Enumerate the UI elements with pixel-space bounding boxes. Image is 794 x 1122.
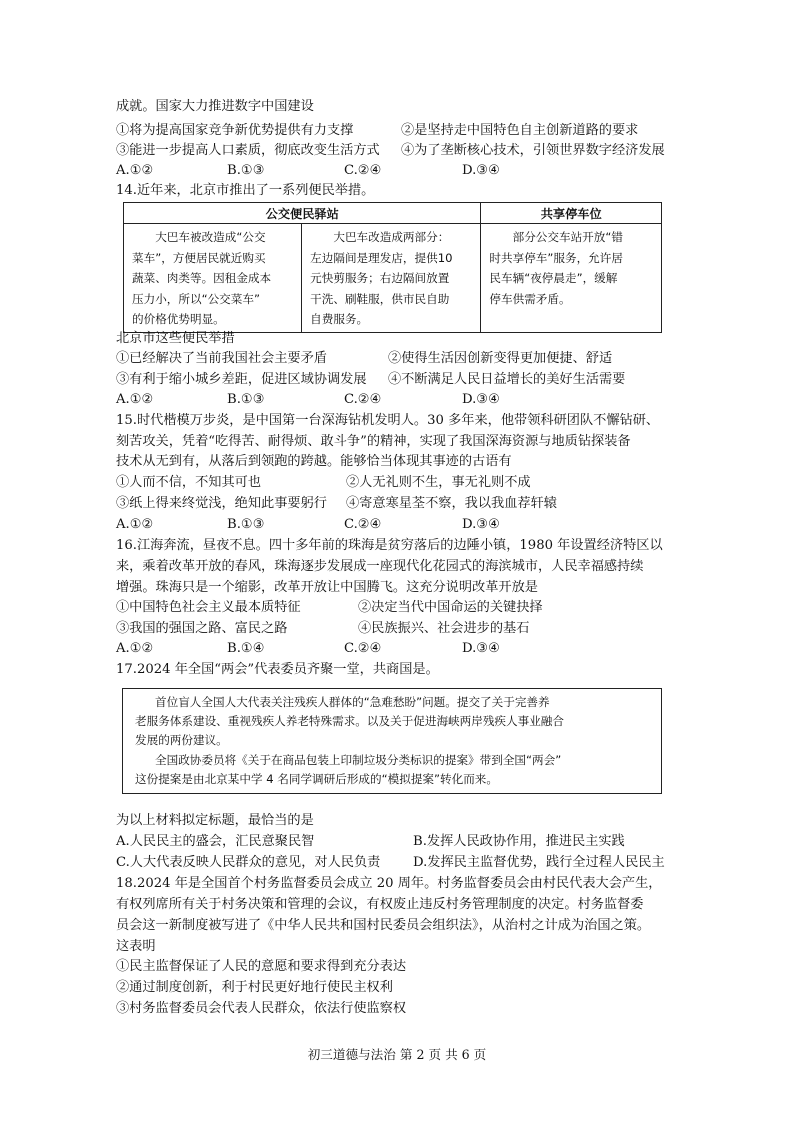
q15-option-4: ④寄意寒星荃不察，我以我血荐轩辕 (346, 496, 557, 511)
q18-line-1: 18.2024 年是全国首个村务监督委员会成立 20 周年。村务监督委员会由村民代表大会产生， (116, 876, 662, 891)
q13-choice-d: D.③④ (462, 163, 500, 178)
q17-box-line-2: 老服务体系建设、重视残疾人养老特殊需求。以及关于促进海峡两岸残疾人事业融合 (135, 714, 564, 728)
q13-option-1: ①将为提高国家竞争新优势提供有力支撑 (116, 123, 354, 138)
q17-box-line-1: 首位盲人全国人大代表关注残疾人群体的“急难愁盼”问题。提交了关于完善养 (155, 695, 550, 709)
q17-question: 为以上材料拟定标题，最恰当的是 (116, 813, 314, 828)
table-header-bus-station: 公交便民驿站 (124, 203, 481, 224)
q15-choice-c: C.②④ (344, 517, 382, 532)
q18-option-3: ③村务监督委员会代表人民群众，依法行使监察权 (116, 1001, 407, 1016)
q14-table (123, 202, 662, 333)
table-cell-bus-barber: 大巴车改造成两部分： 左边隔间是理发店，提供10 元快剪服务；右边隔间放置 干洗、刷鞋服，供市民自助 自费服务。 (302, 224, 481, 333)
q18-line-3: 员会这一新制度被写进了《中华人民共和国村民委员会组织法》，从治村之计成为治国之策。 (116, 918, 651, 933)
q14-choice-b: B.①③ (227, 392, 265, 407)
q17-choice-d: D.发挥民主监督优势，践行全过程人民民主 (413, 855, 665, 870)
q14-question: 北京市这些便民举措 (116, 331, 235, 346)
q17-choice-b: B.发挥人民政协作用，推进民主实践 (413, 834, 625, 849)
q15-choice-a: A.①② (116, 517, 154, 532)
q16-choice-c: C.②④ (344, 641, 382, 656)
q15-line-3: 技术从无到有，从落后到领跑的跨越。能够恰当体现其事迹的古语有 (116, 454, 512, 469)
q15-choice-b: B.①③ (227, 517, 265, 532)
q18-line-4: 这表明 (116, 939, 156, 954)
q16-line-3: 增强。珠海只是一个缩影，改革开放让中国腾飞。这充分说明改革开放是 (116, 580, 538, 595)
q17-choice-c: C.人大代表反映人民群众的意见，对人民负责 (116, 855, 381, 870)
q15-line-2: 刻苦攻关，凭着“吃得苦、耐得烦、敢斗争”的精神，实现了我国深海资源与地质钻探装备 (116, 434, 631, 449)
q14-option-4: ④不断满足人民日益增长的美好生活需要 (388, 372, 626, 387)
q16-line-2: 来，乘着改革开放的春风，珠海逐步发展成一座现代化花园式的海滨城市，人民幸福感持续 (116, 559, 644, 574)
q17-box-line-4: 全国政协委员将《关于在商品包装上印制垃圾分类标识的提案》带到全国“两会” (155, 753, 562, 767)
q17-material-box (122, 688, 662, 794)
table-cell-parking: 部分公交车站开放“错 时共享停车”服务，允许居 民车辆“夜停晨走”，缓解 停车供需矛盾。 (481, 224, 662, 333)
q16-choice-b: B.①④ (227, 641, 265, 656)
table-cell-bus-vegetable: 大巴车被改造成“公交 菜车”，方便居民就近购买 蔬菜、肉类等。因租金成本 压力小，所以“公交菜车” 的价格优势明显。 (124, 224, 302, 333)
q17-choice-a: A.人民民主的盛会，汇民意聚民智 (116, 834, 315, 849)
q15-line-1: 15.时代楷模万步炎，是中国第一台深海钻机发明人。30 多年来，他带领科研团队不懈钻研、 (116, 413, 660, 428)
q14-choice-d: D.③④ (462, 392, 500, 407)
q15-choice-d: D.③④ (462, 517, 500, 532)
q13-choice-b: B.①③ (227, 163, 265, 178)
q13-option-4: ④为了垄断核心技术，引领世界数字经济发展 (401, 143, 665, 158)
q16-option-2: ②决定当代中国命运的关键抉择 (358, 600, 543, 615)
q14-option-2: ②使得生活因创新变得更加便捷、舒适 (388, 351, 613, 366)
q18-option-1: ①民主监督保证了人民的意愿和要求得到充分表达 (116, 959, 407, 974)
q16-option-3: ③我国的强国之路、富民之路 (116, 621, 288, 636)
q16-option-1: ①中国特色社会主义最本质特征 (116, 600, 301, 615)
q13-choice-c: C.②④ (344, 163, 382, 178)
table-header-shared-parking: 共享停车位 (481, 203, 662, 224)
q17-box-line-3: 发展的两份建议。 (135, 733, 228, 747)
q14-choice-c: C.②④ (344, 392, 382, 407)
q13-option-3: ③能进一步提高人口素质，彻底改变生活方式 (116, 143, 380, 158)
q18-option-2: ②通过制度创新，利于村民更好地行使民主权利 (116, 980, 393, 995)
page-footer: 初三道德与法治 第 2 页 共 6 页 (307, 1047, 487, 1062)
q14-stem: 14.近年来，北京市推出了一系列便民举措。 (116, 183, 375, 198)
q15-option-2: ②人无礼则不生，事无礼则不成 (346, 475, 531, 490)
q16-option-4: ④民族振兴、社会进步的基石 (358, 621, 530, 636)
q14-choice-a: A.①② (116, 392, 154, 407)
q15-option-3: ③纸上得来终觉浅，绝知此事要躬行 (116, 496, 327, 511)
q17-stem: 17.2024 年全国“两会”代表委员齐聚一堂，共商国是。 (116, 662, 439, 677)
q14-option-3: ③有利于缩小城乡差距，促进区域协调发展 (116, 372, 367, 387)
q16-line-1: 16.江海奔流，昼夜不息。四十多年前的珠海是贫穷落后的边陲小镇，1980 年设置经济特区以 (116, 538, 663, 553)
q14-option-1: ①已经解决了当前我国社会主要矛盾 (116, 351, 327, 366)
q17-box-line-5: 这份提案是由北京某中学 4 名同学调研后形成的“模拟提案”转化而来。 (135, 772, 498, 786)
q16-choice-a: A.①② (116, 641, 154, 656)
q18-line-2: 有权列席所有关于村务决策和管理的会议，有权废止违反村务管理制度的决定。村务监督委 (116, 897, 644, 912)
q13-choice-a: A.①② (116, 163, 154, 178)
q13-stem-tail: 成就。国家大力推进数字中国建设 (116, 99, 314, 114)
q16-choice-d: D.③④ (462, 641, 500, 656)
q13-option-2: ②是坚持走中国特色自主创新道路的要求 (401, 123, 639, 138)
q15-option-1: ①人而不信，不知其可也 (116, 475, 262, 490)
